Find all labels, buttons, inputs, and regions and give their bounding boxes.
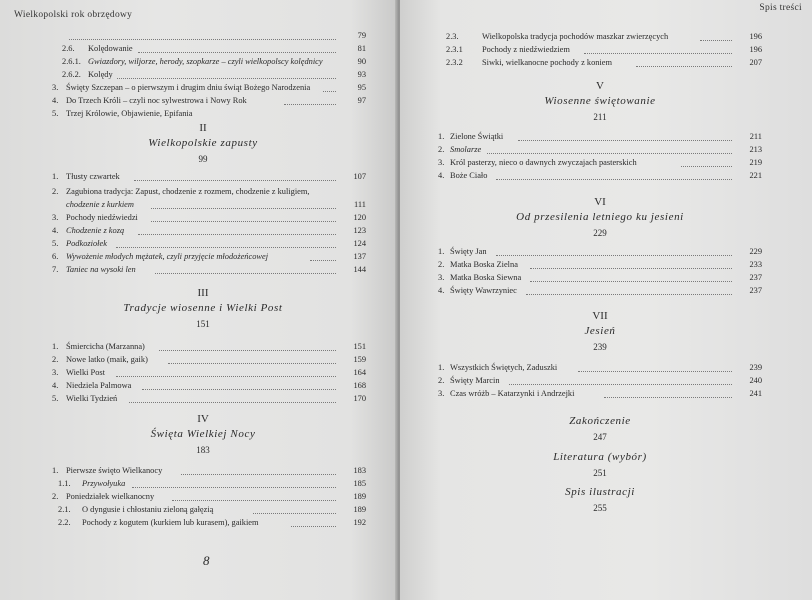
entry-title: Święty Szczepan – o pierwszym i drugim dniu świąt Bożego Narodzenia xyxy=(66,83,311,92)
entry-number: 2. xyxy=(52,355,59,364)
entry-title: Święty Wawrzyniec xyxy=(450,286,517,295)
toc-entry xyxy=(52,380,366,392)
leader-dots xyxy=(172,499,336,501)
closing-page: 247 xyxy=(593,432,607,442)
toc-entry xyxy=(52,465,366,477)
entry-title: Taniec na wysoki len xyxy=(66,265,136,274)
entry-number: 2.3. xyxy=(446,32,459,41)
toc-entry xyxy=(438,388,762,400)
toc-entry xyxy=(52,30,366,42)
entry-number: 3. xyxy=(438,389,445,398)
entry-title: chodzenie z kurkiem xyxy=(66,200,134,209)
toc-entry xyxy=(52,82,366,94)
section-numeral: V xyxy=(596,80,604,92)
entry-title: Siwki, wielkanocne pochody z koniem xyxy=(482,58,613,67)
section-title: Tradycje wiosenne i Wielki Post xyxy=(123,302,283,314)
toc-entry xyxy=(52,367,366,379)
entry-number: 2. xyxy=(52,492,59,501)
leader-dots xyxy=(142,388,336,390)
entry-title: Święty Marcin xyxy=(450,376,500,385)
entry-number: 4. xyxy=(438,171,445,180)
entry-number: 3. xyxy=(52,213,59,222)
entry-number: 1. xyxy=(52,466,59,475)
entry-number: 2.1. xyxy=(58,505,71,514)
section-page: 229 xyxy=(593,228,607,238)
section-page: 211 xyxy=(593,112,607,122)
entry-page: 213 xyxy=(749,145,762,154)
entry-number: 1. xyxy=(52,342,59,351)
entry-page: 151 xyxy=(353,342,366,351)
section-numeral: IV xyxy=(197,413,209,425)
entry-title: Trzej Królowie, Objawienie, Epifania xyxy=(66,109,193,118)
section-numeral: III xyxy=(197,287,209,299)
entry-title: Gwiazdory, wiljorze, herody, szopkarze – czyli wielkopolscy kolędnicy xyxy=(88,57,323,66)
section-title: Wiosenne świętowanie xyxy=(544,95,656,107)
leader-dots xyxy=(604,396,733,398)
entry-number: 2.3.1 xyxy=(446,45,463,54)
entry-number: 2.2. xyxy=(58,518,71,527)
entry-page: 79 xyxy=(357,31,366,40)
leader-dots xyxy=(530,267,732,269)
entry-number: 5. xyxy=(52,394,59,403)
leader-dots xyxy=(159,349,336,351)
entry-page: 124 xyxy=(353,239,366,248)
entry-title: Tłusty czwartek xyxy=(66,172,120,181)
entry-number: 7. xyxy=(52,265,59,274)
entry-page: 239 xyxy=(749,363,762,372)
leader-dots xyxy=(253,512,336,514)
closing-page: 255 xyxy=(593,503,607,513)
section-title: Święta Wielkiej Nocy xyxy=(150,428,256,440)
entry-number: 1.1. xyxy=(58,479,71,488)
entry-title: Matka Boska Zielna xyxy=(450,260,518,269)
entry-title: Kolędy xyxy=(88,70,113,79)
toc-entry xyxy=(52,478,366,490)
entry-title: Podkoziołek xyxy=(66,239,107,248)
leader-dots xyxy=(134,179,337,181)
toc-entry xyxy=(52,69,366,81)
section-title: Od przesilenia letniego ku jesieni xyxy=(516,211,684,223)
toc-entry xyxy=(52,95,366,107)
entry-number: 2.6. xyxy=(62,44,75,53)
section-page: 239 xyxy=(593,342,607,352)
right-page xyxy=(400,0,812,600)
entry-page: 237 xyxy=(749,273,762,282)
leader-dots xyxy=(509,383,732,385)
leader-dots xyxy=(116,375,336,377)
leader-dots xyxy=(69,38,336,40)
entry-title: Król pasterzy, nieco o dawnych zwyczajach pasterskich xyxy=(450,158,637,167)
entry-title: Pochody niedźwiedzi xyxy=(66,213,138,222)
leader-dots xyxy=(129,401,336,403)
entry-page: 196 xyxy=(749,45,762,54)
toc-entry xyxy=(52,251,366,263)
entry-page: 192 xyxy=(353,518,366,527)
toc-entry xyxy=(52,171,366,183)
leader-dots xyxy=(518,139,733,141)
entry-title: Zagubiona tradycja: Zapust, chodzenie z rozmem, chodzenie z kuligiem, xyxy=(66,187,310,196)
entry-title: Przywołyuka xyxy=(82,479,126,488)
entry-title: Czas wróżb – Katarzynki i Andrzejki xyxy=(450,389,575,398)
leader-dots xyxy=(284,103,336,105)
entry-number: 2. xyxy=(438,145,445,154)
entry-page: 90 xyxy=(357,57,366,66)
entry-number: 4. xyxy=(438,286,445,295)
toc-entry xyxy=(438,157,762,169)
leader-dots xyxy=(138,233,336,235)
entry-page: 196 xyxy=(749,32,762,41)
toc-entry xyxy=(52,108,366,120)
leader-dots xyxy=(526,293,732,295)
entry-title: Pochody z niedźwiedziem xyxy=(482,45,570,54)
section-numeral: II xyxy=(199,122,207,134)
entry-number: 3. xyxy=(52,368,59,377)
entry-title: Wszystkich Świętych, Zaduszki xyxy=(450,363,558,372)
entry-number: 1. xyxy=(438,247,445,256)
entry-title: Śmiercicha (Marzanna) xyxy=(66,342,145,351)
entry-page: 229 xyxy=(749,247,762,256)
entry-title: Niedziela Palmowa xyxy=(66,381,132,390)
closing-title: Literatura (wybór) xyxy=(553,451,647,463)
entry-page: 164 xyxy=(353,368,366,377)
entry-page: 189 xyxy=(353,505,366,514)
entry-page: 123 xyxy=(353,226,366,235)
toc-entry xyxy=(52,199,366,211)
toc-entry xyxy=(438,144,762,156)
entry-number: 2.6.2. xyxy=(62,70,81,79)
section-numeral: VII xyxy=(592,310,608,322)
leader-dots xyxy=(530,280,732,282)
closing-title: Spis ilustracji xyxy=(565,486,635,498)
section-title: Jesień xyxy=(584,325,616,337)
toc-entry xyxy=(438,44,762,56)
toc-entry xyxy=(52,393,366,405)
leader-dots xyxy=(151,207,336,209)
leader-dots xyxy=(116,246,336,248)
entry-title: Chodzenie z kozą xyxy=(66,226,125,235)
toc-entry xyxy=(52,238,366,250)
entry-title: Pochody z kogutem (kurkiem lub kurasem), gaikiem xyxy=(82,518,259,527)
entry-number: 2. xyxy=(438,260,445,269)
entry-number: 3. xyxy=(438,273,445,282)
entry-page: 170 xyxy=(353,394,366,403)
entry-number: 6. xyxy=(52,252,59,261)
toc-entry xyxy=(52,43,366,55)
entry-number: 4. xyxy=(52,381,59,390)
leader-dots xyxy=(487,152,732,154)
leader-dots xyxy=(310,259,336,261)
entry-page: 168 xyxy=(353,381,366,390)
leader-dots xyxy=(132,486,336,488)
entry-number: 3. xyxy=(52,83,59,92)
entry-page: 221 xyxy=(749,171,762,180)
leader-dots xyxy=(117,77,336,79)
entry-page: 185 xyxy=(353,479,366,488)
toc-entry xyxy=(438,285,762,297)
leader-dots xyxy=(151,220,336,222)
section-numeral: VI xyxy=(594,196,606,208)
section-page: 183 xyxy=(196,445,210,455)
entry-page: 240 xyxy=(749,376,762,385)
toc-entry xyxy=(52,341,366,353)
leader-dots xyxy=(636,65,733,67)
leader-dots xyxy=(496,178,732,180)
entry-page: 183 xyxy=(353,466,366,475)
toc-entry xyxy=(52,504,366,516)
entry-page: 207 xyxy=(749,58,762,67)
entry-number: 1. xyxy=(438,363,445,372)
entry-page: 107 xyxy=(353,172,366,181)
entry-page: 81 xyxy=(357,44,366,53)
entry-title: Pierwsze święto Wielkanocy xyxy=(66,466,163,475)
toc-entry xyxy=(52,186,366,198)
toc-entry xyxy=(438,362,762,374)
running-head: Spis treści xyxy=(759,3,802,13)
entry-page: 120 xyxy=(353,213,366,222)
entry-title: Smolarze xyxy=(450,145,482,154)
entry-title: O dyngusie i chłostaniu zieloną gałęzią xyxy=(82,505,214,514)
leader-dots xyxy=(584,52,732,54)
entry-page: 233 xyxy=(749,260,762,269)
entry-title: Boże Ciało xyxy=(450,171,488,180)
toc-entry xyxy=(52,225,366,237)
running-head: Wielkopolski rok obrzędowy xyxy=(14,10,133,20)
entry-number: 1. xyxy=(52,172,59,181)
toc-entry xyxy=(52,491,366,503)
leader-dots xyxy=(496,254,732,256)
entry-number: 2.3.2 xyxy=(446,58,463,67)
section-page: 151 xyxy=(196,319,210,329)
entry-page: 93 xyxy=(357,70,366,79)
entry-title: Wielki Tydzień xyxy=(66,394,118,403)
leader-dots xyxy=(168,362,336,364)
section-title: Wielkopolskie zapusty xyxy=(148,137,258,149)
entry-title: Poniedziałek wielkanocny xyxy=(66,492,155,501)
entry-title: Wywożenie młodych mężatek, czyli przyjęcie młodożeńcowej xyxy=(66,252,269,261)
entry-page: 241 xyxy=(749,389,762,398)
toc-entry xyxy=(52,354,366,366)
entry-title: Kolędowanie xyxy=(88,44,133,53)
entry-page: 219 xyxy=(749,158,762,167)
entry-page: 211 xyxy=(749,132,762,141)
entry-page: 159 xyxy=(353,355,366,364)
entry-page: 144 xyxy=(353,265,366,274)
closing-title: Zakończenie xyxy=(569,415,631,427)
toc-entry xyxy=(52,56,366,68)
toc-entry xyxy=(52,212,366,224)
section-page: 99 xyxy=(198,154,208,164)
toc-entry xyxy=(438,272,762,284)
leader-dots xyxy=(155,272,336,274)
left-page xyxy=(0,0,398,600)
entry-page: 95 xyxy=(357,83,366,92)
entry-title: Matka Boska Siewna xyxy=(450,273,522,282)
toc-entry xyxy=(438,246,762,258)
entry-page: 97 xyxy=(357,96,366,105)
toc-entry xyxy=(438,31,762,43)
entry-title: Święty Jan xyxy=(450,247,487,256)
toc-entry xyxy=(438,259,762,271)
entry-number: 2. xyxy=(52,187,59,196)
entry-title: Do Trzech Króli – czyli noc sylwestrowa i Nowy Rok xyxy=(66,96,247,105)
entry-number: 4. xyxy=(52,96,59,105)
entry-number: 2.6.1. xyxy=(62,57,81,66)
entry-page: 111 xyxy=(354,200,366,209)
entry-page: 237 xyxy=(749,286,762,295)
toc-entry xyxy=(438,131,762,143)
entry-title: Zielone Świątki xyxy=(450,132,504,141)
toc-entry xyxy=(438,375,762,387)
entry-page: 137 xyxy=(353,252,366,261)
toc-entry xyxy=(438,57,762,69)
toc-entry xyxy=(52,264,366,276)
entry-title: Nowe latko (maik, gaik) xyxy=(66,355,148,364)
leader-dots xyxy=(700,39,732,41)
entry-number: 4. xyxy=(52,226,59,235)
leader-dots xyxy=(578,370,732,372)
entry-number: 2. xyxy=(438,376,445,385)
leader-dots xyxy=(291,525,336,527)
leader-dots xyxy=(323,90,336,92)
leader-dots xyxy=(181,473,336,475)
leader-dots xyxy=(138,51,336,53)
leader-dots xyxy=(681,165,732,167)
toc-entry xyxy=(438,170,762,182)
entry-number: 5. xyxy=(52,109,59,118)
entry-title: Wielki Post xyxy=(66,368,105,377)
entry-page: 189 xyxy=(353,492,366,501)
entry-number: 3. xyxy=(438,158,445,167)
toc-entry xyxy=(52,517,366,529)
entry-number: 1. xyxy=(438,132,445,141)
entry-number: 5. xyxy=(52,239,59,248)
entry-title: Wielkopolska tradycja pochodów maszkar zwierzęcych xyxy=(482,32,669,41)
closing-page: 251 xyxy=(593,468,607,478)
page-number: 8 xyxy=(203,553,210,568)
